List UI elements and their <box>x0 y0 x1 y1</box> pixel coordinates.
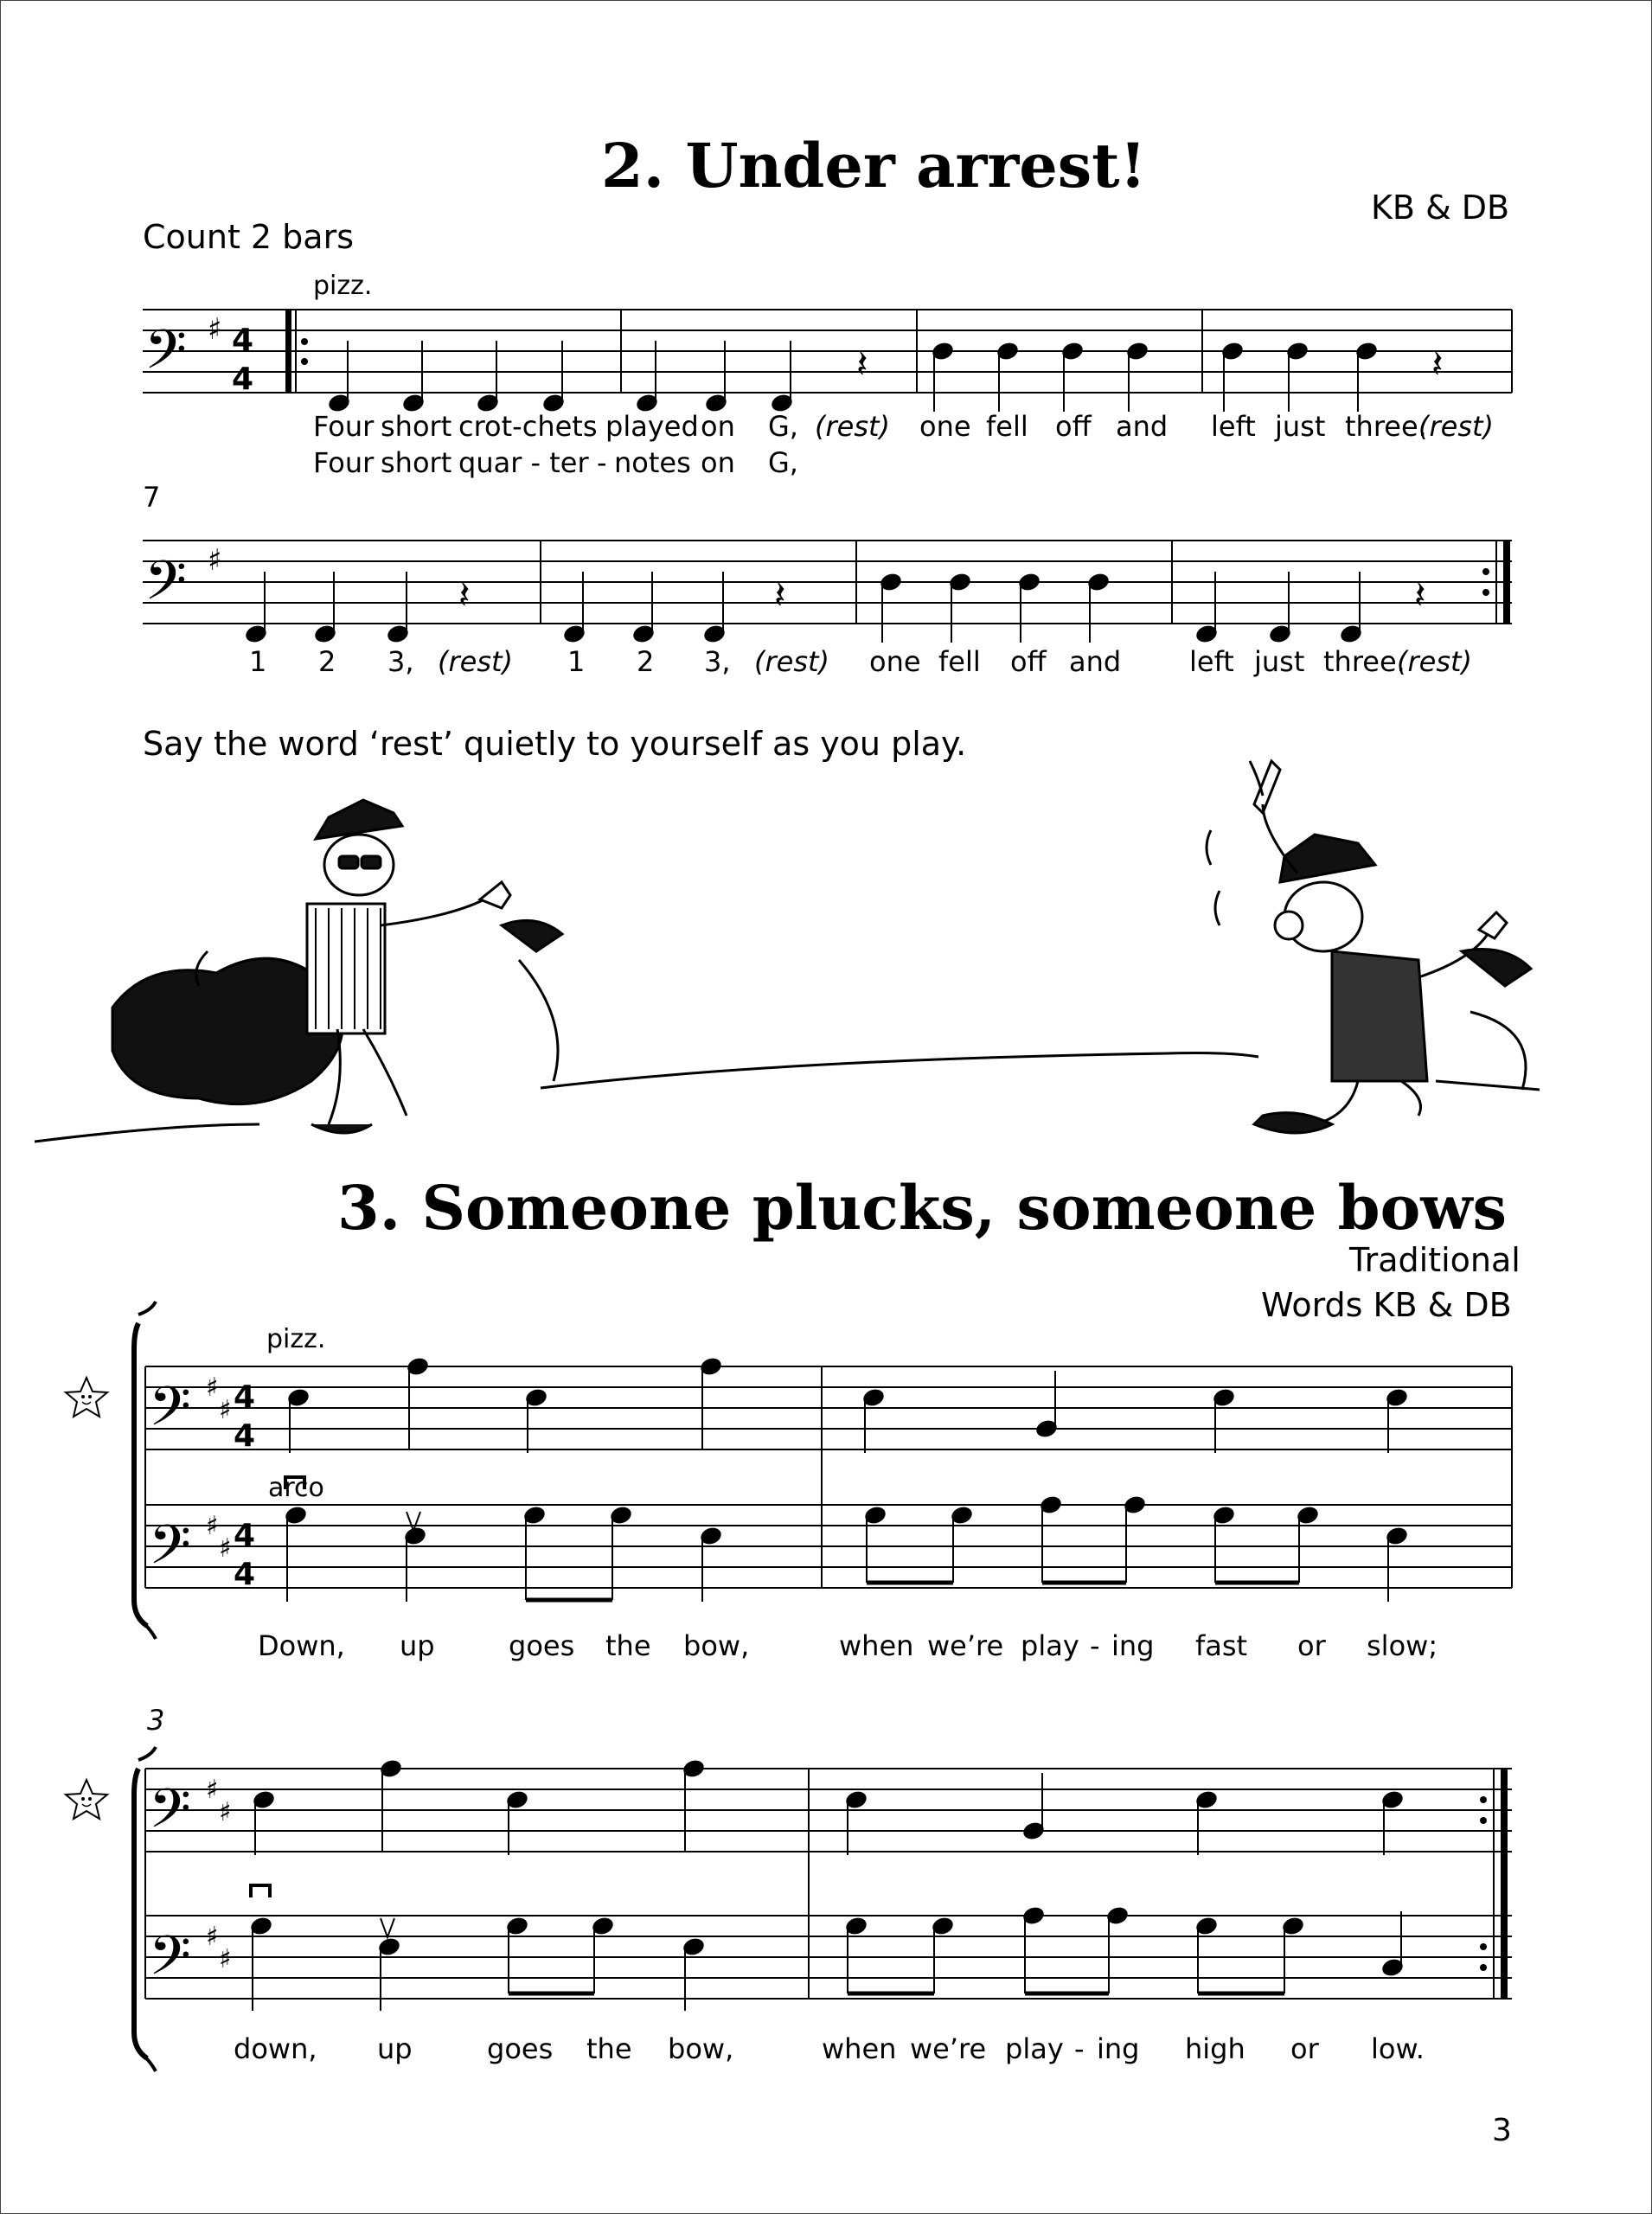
key-sharps-4: ♯ <box>206 1511 219 1541</box>
time-sig-3: 4 <box>234 1379 256 1415</box>
lyric-word: three. <box>1323 645 1405 678</box>
staff-1-clef-and-key <box>144 312 253 397</box>
lyric-word: Four <box>313 410 375 443</box>
lyrics-line-4 <box>0 1629 1652 1664</box>
lyric-word: or <box>1297 1629 1326 1662</box>
rest-instruction: Say the word ‘rest’ quietly to yourself as you play. <box>143 725 967 763</box>
staff-3b-top-lines <box>145 1769 1512 1852</box>
staff-2-rests <box>458 573 1425 617</box>
lyric-word: 3, <box>387 645 414 678</box>
lyric-word: (rest) <box>815 410 891 443</box>
piece2-credit: KB & DB <box>1371 189 1510 227</box>
lyric-word: Four <box>313 446 375 479</box>
lyrics-line-1 <box>0 410 1652 445</box>
piece2-instruction: Count 2 bars <box>143 218 355 256</box>
piece3-credit-1: Traditional <box>1349 1241 1521 1279</box>
bass-clef-5: 𝄢 <box>149 1776 191 1853</box>
lyric-word: when <box>839 1629 914 1662</box>
lyric-word: the <box>586 2032 632 2065</box>
lyric-word: play <box>1021 1629 1079 1662</box>
key-sharps-4b: ♯ <box>219 1533 232 1564</box>
cartoon-illustration <box>35 761 1540 1142</box>
staff-3a-top-lines <box>145 1366 1512 1449</box>
lyric-word: three. <box>1345 410 1427 443</box>
pizz-marking-2: pizz. <box>266 1324 326 1354</box>
lyric-word: - <box>1074 2032 1085 2065</box>
lyric-word: and <box>1069 645 1122 678</box>
key-sharps-5: ♯ <box>206 1775 219 1805</box>
lyric-word: off <box>1010 645 1047 678</box>
lyric-word: 1 <box>249 645 267 678</box>
lyric-word: 2 <box>637 645 655 678</box>
time-sig-1: 4 <box>232 323 254 358</box>
bowing-marks-2 <box>251 1885 394 1937</box>
pizz-marking-1: pizz. <box>313 271 373 301</box>
lyric-word: 2 <box>318 645 336 678</box>
bar-number-7: 7 <box>143 481 161 514</box>
lyrics-line-5 <box>0 2032 1652 2067</box>
lyric-word: (rest) <box>1397 645 1473 678</box>
lyric-word: - <box>1090 1629 1100 1662</box>
time-sig-3b: 4 <box>234 1418 256 1454</box>
lyric-word: we’re <box>927 1629 1004 1662</box>
lyric-word: when <box>822 2032 897 2065</box>
lyric-word: fell <box>938 645 981 678</box>
bass-clef-6: 𝄢 <box>149 1923 191 2000</box>
bass-clef-2: 𝄢 <box>144 548 187 625</box>
system-3a-notes <box>285 1357 1408 1602</box>
lyric-word: (rest) <box>438 645 514 678</box>
lyrics-line-3 <box>0 645 1652 680</box>
bass-clef-4: 𝄢 <box>149 1513 191 1590</box>
staff-2-lines <box>143 541 1512 624</box>
piece2-title: 2. Under arrest! <box>601 130 1147 202</box>
lyric-word: G, <box>768 446 798 479</box>
piece3-title: 3. Someone plucks, someone bows <box>337 1172 1507 1244</box>
lyric-word: and <box>1116 410 1169 443</box>
staff-3b-bottom-lines <box>145 1916 1512 1999</box>
lyric-word: short <box>381 410 452 443</box>
lyric-word: left <box>1211 410 1256 443</box>
lyric-word: fell <box>986 410 1028 443</box>
system-3b-notes <box>250 1759 1404 2011</box>
lyric-word: slow; <box>1367 1629 1438 1662</box>
lyric-word: ing <box>1097 2032 1140 2065</box>
lyric-word: goes <box>509 1629 575 1662</box>
musician-running-with-cello-case <box>112 800 562 1133</box>
lyric-word: off <box>1055 410 1092 443</box>
lyric-word: just <box>1254 645 1305 678</box>
lyric-word: G, <box>768 410 798 443</box>
lyric-word: one <box>869 645 921 678</box>
bass-clef-3: 𝄢 <box>149 1374 191 1451</box>
svg-text:𝄽: 𝄽 <box>1431 342 1444 387</box>
system-3a-barlines <box>145 1366 1512 1588</box>
lyric-word: one <box>919 410 971 443</box>
key-sharps-3b: ♯ <box>219 1395 232 1425</box>
lyric-word: quar - ter <box>458 446 589 479</box>
lyric-word: play <box>1005 2032 1064 2065</box>
key-sharp-2: ♯ <box>208 543 222 578</box>
piece3-credit-2: Words KB & DB <box>1261 1286 1512 1324</box>
lyric-word: played <box>605 410 699 443</box>
time-sig-1b: 4 <box>232 362 254 397</box>
svg-text:𝄽: 𝄽 <box>458 573 471 617</box>
lyric-word: low. <box>1371 2032 1425 2065</box>
key-sharps-5b: ♯ <box>219 1797 232 1827</box>
star-face-icon-2 <box>66 1780 107 1819</box>
page-number: 3 <box>1492 2113 1512 2148</box>
lyric-word: crot-chets <box>458 410 598 443</box>
lyric-word: 3, <box>704 645 731 678</box>
bass-clef-1: 𝄢 <box>144 317 187 394</box>
lyric-word: the <box>605 1629 651 1662</box>
lyrics-line-2 <box>0 446 1652 481</box>
lyric-word: - <box>597 446 607 479</box>
svg-text:𝄽: 𝄽 <box>1414 573 1426 617</box>
lyric-word: up <box>400 1629 435 1662</box>
key-sharp-1: ♯ <box>208 312 222 347</box>
time-sig-4: 4 <box>234 1518 256 1553</box>
lyric-word: goes <box>487 2032 554 2065</box>
lyric-word: high <box>1185 2032 1245 2065</box>
star-face-icon-1 <box>66 1378 107 1417</box>
lyric-word: on <box>701 446 735 479</box>
lyric-word: on <box>701 410 735 443</box>
arco-marking: arco <box>268 1473 324 1503</box>
lyric-word: 1 <box>567 645 586 678</box>
lyric-word: short <box>381 446 452 479</box>
svg-text:𝄽: 𝄽 <box>774 573 786 617</box>
key-sharps-6b: ♯ <box>219 1944 232 1974</box>
policeman-chasing-with-baton <box>1207 761 1531 1133</box>
lyric-word: bow, <box>668 2032 734 2065</box>
lyric-word: or <box>1290 2032 1319 2065</box>
svg-text:𝄽: 𝄽 <box>856 342 868 387</box>
lyric-word: just <box>1275 410 1326 443</box>
system-3b-barlines <box>145 1769 1494 1999</box>
key-sharps-3: ♯ <box>206 1373 219 1403</box>
time-sig-4b: 4 <box>234 1557 256 1592</box>
lyric-word: ing <box>1111 1629 1155 1662</box>
lyric-word: (rest) <box>754 645 830 678</box>
lyric-word: Down, <box>258 1629 345 1662</box>
lyric-word: down, <box>234 2032 317 2065</box>
lyric-word: left <box>1189 645 1234 678</box>
key-sharps-6: ♯ <box>206 1922 219 1952</box>
lyric-word: fast <box>1195 1629 1248 1662</box>
lyric-word: up <box>377 2032 413 2065</box>
lyric-word: (rest) <box>1418 410 1495 443</box>
lyric-word: bow, <box>683 1629 750 1662</box>
lyric-word: notes <box>614 446 691 479</box>
lyric-word: we’re <box>910 2032 987 2065</box>
bar-number-3: 3 <box>147 1704 165 1737</box>
